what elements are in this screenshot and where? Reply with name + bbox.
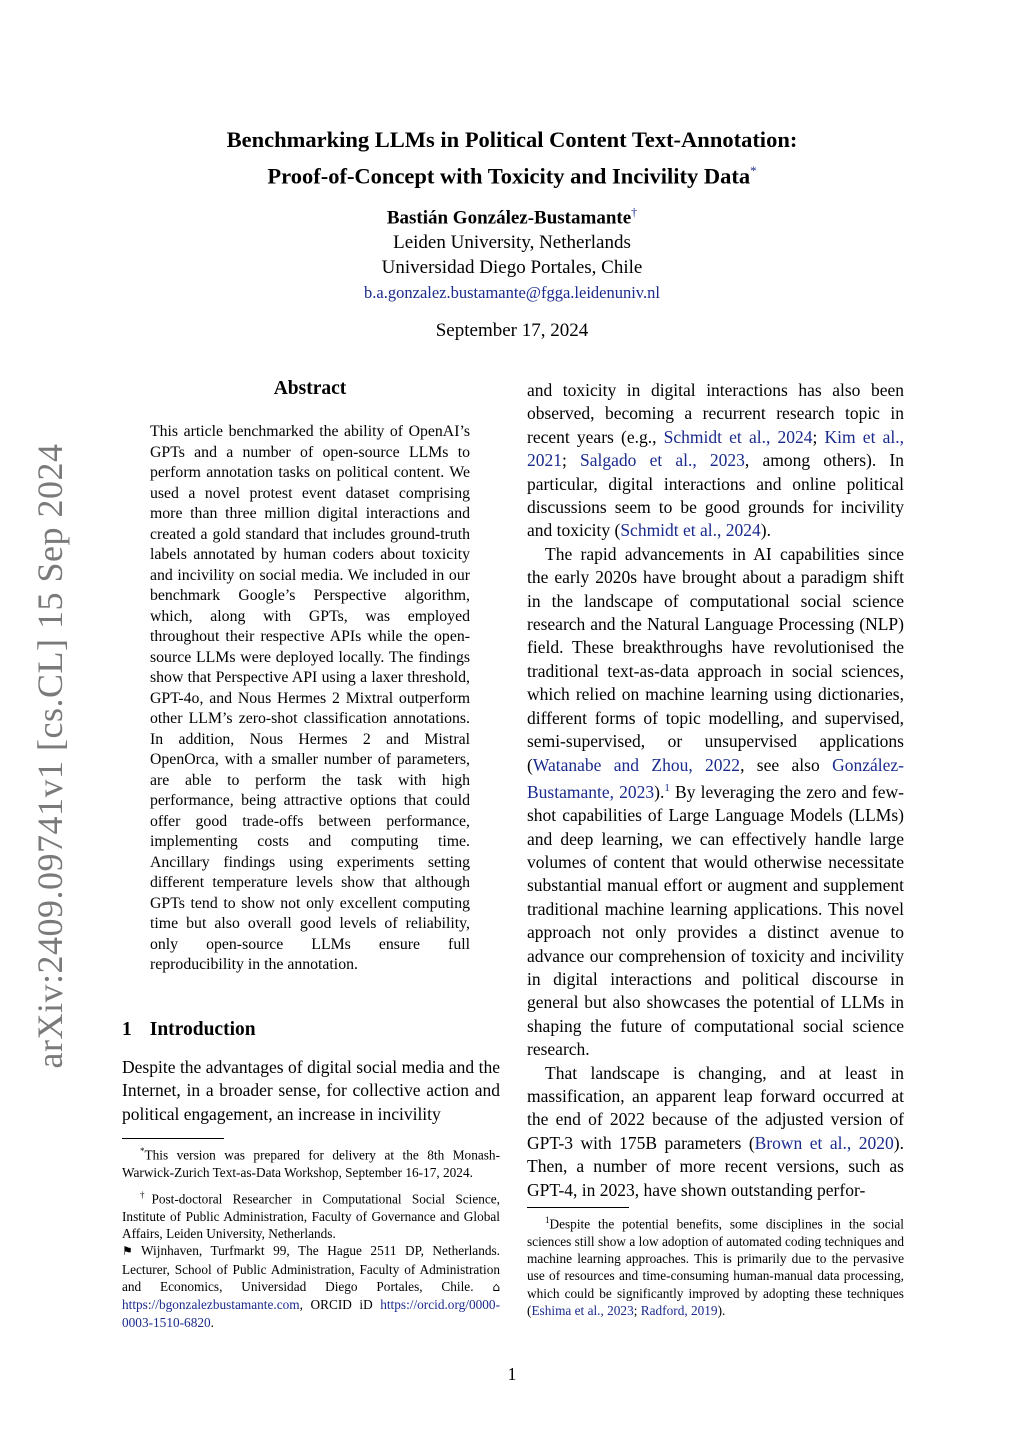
abstract-heading: Abstract — [273, 378, 347, 399]
citation-schmidt-2024-b[interactable]: Schmidt et al., 2024 — [620, 520, 761, 541]
p1-sep-1: ; — [812, 426, 825, 447]
citation-radford-2019[interactable]: Radford, 2019 — [640, 1302, 718, 1318]
footnotes-left — [122, 1143, 500, 1337]
map-pin-icon: ⚑ — [122, 1244, 133, 1259]
author-block — [120, 200, 904, 305]
p1-text-a: and toxicity in digital interactions has also been observed, becoming a recurrent research topic in recent years (e.g., — [527, 380, 904, 447]
affiliation-1: Leiden University, Netherlands — [393, 232, 631, 254]
footnote-end: . — [210, 1314, 214, 1330]
citation-gonzalez-2023[interactable]: González-Bustamante, 2023 — [527, 754, 904, 802]
footnote-address: Wijnhaven, Turfmarkt 99, The Hague 2511 DP, Netherlands. Lecturer, School of Public Administration, Faculty of Administration and Economics, Universidad Diego Portales, Chile. — [122, 1243, 500, 1294]
page-number: 1 — [507, 1364, 517, 1384]
arxiv-stamp-text: arXiv:2409.09741v1 [cs.CL] 15 Sep 2024 — [30, 443, 70, 1069]
author-footnote-mark[interactable]: † — [631, 205, 638, 219]
orcid-link[interactable]: https://orcid.org/0000-0003-1510-6820 — [122, 1297, 500, 1330]
footnotes-right — [527, 1212, 904, 1325]
paragraph-1 — [527, 379, 904, 543]
author-email-link[interactable]: b.a.gonzalez.bustamante@fgga.leidenuniv.nl — [364, 283, 660, 303]
orcid-label: , ORCID iD — [299, 1297, 381, 1313]
footnote-star-mark: * — [140, 1146, 145, 1156]
footnote-1-number: 1 — [545, 1215, 550, 1225]
footnote-rule-right — [527, 1207, 629, 1208]
introduction-left-text: Despite the advantages of digital social media and the Internet, in a broader sense, for collective action and political engagement, an increase in incivility — [122, 1057, 500, 1124]
p1-sep-2: ; — [562, 450, 581, 471]
author-name: Bastián González-Bustamante — [386, 207, 632, 229]
title-footnote-mark[interactable]: * — [750, 163, 757, 178]
section-title: Introduction — [149, 1019, 256, 1040]
citation-kim-2021[interactable]: Kim et al., 2021 — [527, 426, 904, 471]
abstract-text: This article benchmarked the ability of OpenAI’s GPTs and a number of open-source LLMs to perform annotation tasks on political content. We used a novel protest event dataset comprising more than three million digital interactions and created a gold standard that includes ground-truth labels annotated by human coders about toxicity and incivility on social media. We included in our benchmark Google’s Perspective algorithm, which, along with GPTs, was employed throughout their respective APIs while the open-source LLMs were deployed locally. The findings show that Perspective API using a laxer threshold, GPT-4o, and Nous Hermes 2 Mixtral outperform other LLM’s zero-shot classification annotations. In addition, Nous Hermes 2 and Mistral OpenOrca, with a smaller number of parameters, are able to perform the task with high performance, being attractive options that could offer good trade-offs between performance, implementing costs and computing time. Ancillary findings using experiments setting different temperature levels show that although GPTs tend to show not only excellent computing time but also overall good levels of reliability, only open-source LLMs ensure full reproducibility in the annotation. — [150, 423, 470, 973]
homepage-link[interactable]: https://bgonzalezbustamante.com — [122, 1297, 300, 1313]
footnote-1 — [527, 1212, 904, 1319]
paragraph-2 — [527, 543, 904, 1062]
p2-sep-2: ). — [654, 781, 665, 802]
p2-text-b: By leveraging the zero and few-shot capabilities of Large Language Models (LLMs) and deep learning, we can effectively handle large volumes of content that would otherwise necessitate substantial manual effort or augment and supplement traditional machine learning applications. This novel approach not only provides a distinct avenue to advance our comprehension of toxicity and incivility in digital interactions and political discourse in general but also showcases the potential of LLMs in shaping the future of computational social science research. — [527, 781, 904, 1060]
footnote-dagger-text: Post-doctoral Researcher in Computational Social Science, Institute of Public Administration, Faculty of Governance and Global Affairs, Leiden University, Netherlands. — [122, 1191, 500, 1242]
footnote-rule-left — [122, 1138, 224, 1139]
citation-salgado-2023[interactable]: Salgado et al., 2023 — [580, 450, 745, 471]
footnote-dagger-mark: † — [140, 1190, 152, 1201]
p3-text-b: ). Then, a number of more recent versions, such as GPT-4, in 2023, have shown outstanding perfor- — [527, 1132, 904, 1200]
footnote-1-sep: ; — [633, 1302, 641, 1318]
p1-text-b: , among others). In particular, digital interactions and online political discussions seem to be good grounds for incivility and toxicity ( — [527, 450, 904, 541]
citation-brown-2020[interactable]: Brown et al., 2020 — [754, 1132, 894, 1153]
footnote-dagger — [122, 1187, 500, 1331]
footnote-1-end: ). — [717, 1302, 726, 1318]
paragraph-3 — [527, 1062, 904, 1202]
footnote-star-text: This version was prepared for delivery at the 8th Monash-Warwick-Zurich Text-as-Data Workshop, September 16-17, 2024. — [122, 1147, 500, 1180]
affiliation-2: Universidad Diego Portales, Chile — [381, 257, 643, 279]
section-number: 1 — [122, 1019, 132, 1040]
home-icon: ⌂ — [492, 1279, 500, 1294]
title-line-1: Benchmarking LLMs in Political Content Text-Annotation: — [226, 127, 798, 152]
p1-end: ). — [760, 520, 771, 541]
citation-eshima-2023[interactable]: Eshima et al., 2023 — [531, 1302, 634, 1318]
footnote-1-text: Despite the potential benefits, some disciplines in the social sciences still show a low adoption of automated coding techniques and machine learning approaches. This is primarily due to the pervasive use of resources and time-consuming human-manual data processing, which could be significantly improved by adopting these techniques ( — [527, 1216, 904, 1318]
footnote-1-mark[interactable]: 1 — [664, 781, 670, 794]
p2-sep-1: , see also — [740, 754, 833, 775]
citation-watanabe-2022[interactable]: Watanabe and Zhou, 2022 — [532, 754, 741, 775]
paper-title — [120, 124, 904, 192]
p3-text-a: That landscape is changing, and at least in massification, an apparent leap forward occurred at the end of 2022 because of the adjusted version of GPT-3 with 175B parameters ( — [527, 1062, 904, 1153]
p2-text-a: The rapid advancements in AI capabilities since the early 2020s have brought about a paradigm shift in the landscape of computational social science research and the Natural Language Processing (NLP) field. These breakthroughs have revolutionised the traditional text-as-data approach in social sciences, which relied on machine learning using dictionaries, different forms of topic modelling, and supervised, semi-supervised, or unsupervised applications ( — [527, 543, 904, 775]
citation-schmidt-2024[interactable]: Schmidt et al., 2024 — [663, 426, 813, 447]
title-line-2: Proof-of-Concept with Toxicity and Incivility Data — [267, 163, 751, 189]
footnote-star — [122, 1143, 500, 1181]
section-heading-introduction — [122, 1019, 256, 1041]
arxiv-stamp — [20, 443, 80, 1069]
paper-date: September 17, 2024 — [435, 320, 589, 341]
right-column — [527, 379, 904, 1202]
